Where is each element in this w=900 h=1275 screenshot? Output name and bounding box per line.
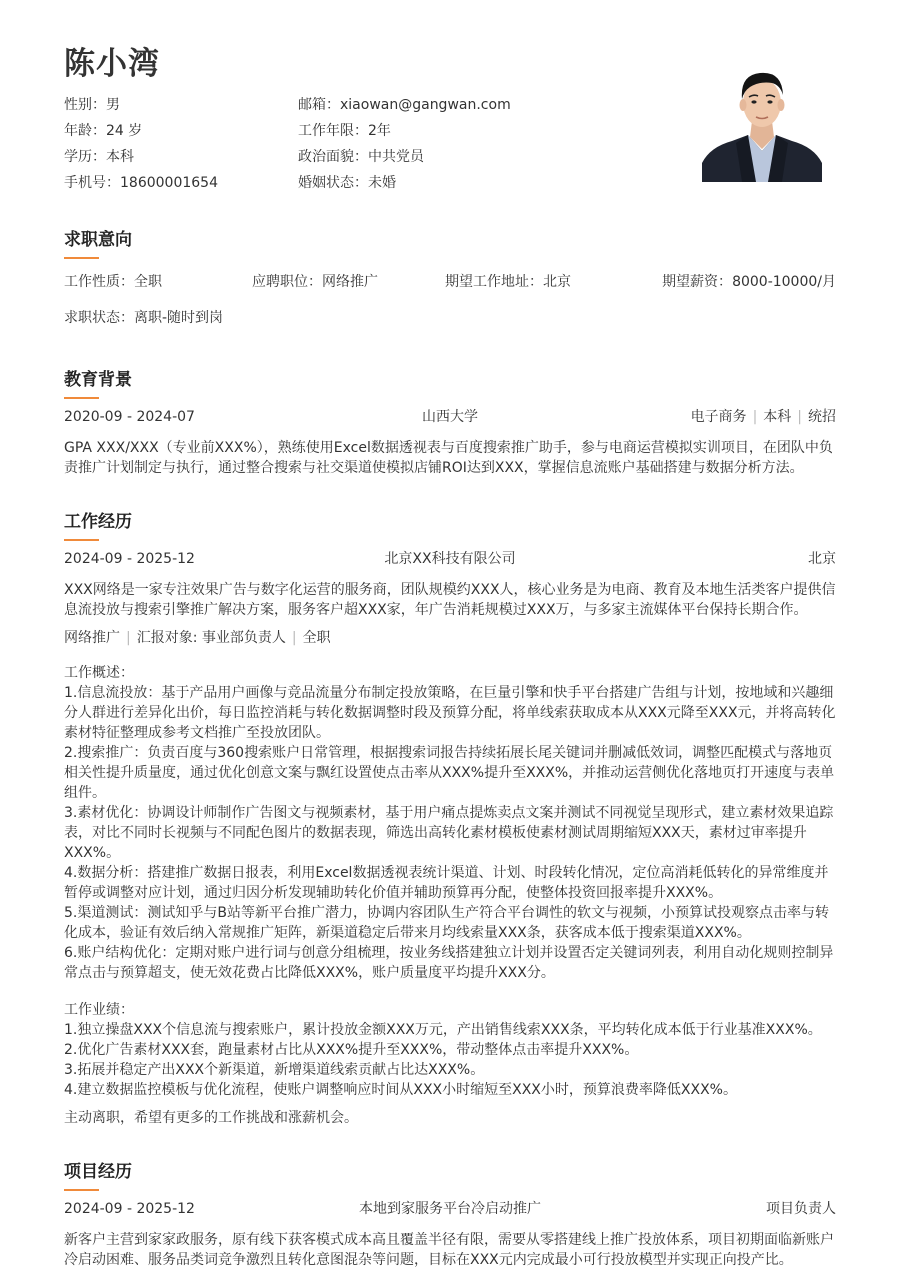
- company-intro-line: XXX网络是一家专注效果广告与数字化运营的服务商，团队规模约XXX人，核心业务是为电商、教育及本地生活类客户提供信: [64, 582, 836, 598]
- age-label: 年龄：: [64, 123, 106, 139]
- education-school: 山西大学: [422, 409, 478, 425]
- divider: |: [126, 630, 131, 646]
- section-accent-bar: [64, 1189, 99, 1191]
- achievement-line: 2.优化广告素材XXX套，跑量素材占比从XXX%提升至XXX%，带动整体点击率提升XXX%。: [64, 1042, 639, 1058]
- gender-row: [64, 95, 120, 115]
- work-type: 全职: [302, 630, 331, 646]
- education-level-label: 学历：: [64, 149, 106, 165]
- job-type-value: 全职: [134, 274, 162, 290]
- section-accent-bar: [64, 397, 99, 399]
- candidate-name: 陈小湾: [64, 46, 160, 82]
- phone-row: [64, 173, 218, 193]
- political-row: [298, 147, 424, 167]
- project-description-line: 新客户主营到家家政服务，原有线下获客模式成本高且覆盖半径有限，需要从零搭建线上推广投放体系，项目初期面临新账户: [64, 1232, 834, 1248]
- phone-label: 手机号：: [64, 175, 120, 191]
- project-description: [64, 1230, 836, 1270]
- education-level-value: 本科: [106, 149, 134, 165]
- work-achievements: [64, 1000, 836, 1100]
- achievement-line: 1.独立操盘XXX个信息流与搜索账户，累计投放金额XXX万元，产出销售线索XXX条，平均转化成本低于行业基准XXX%。: [64, 1022, 822, 1038]
- overview-line: 分人群进行差异化出价，每日监控消耗与转化数据调整时段及预算分配，将单线索获取成本从XXX元降至XXX元，并将高转化: [64, 705, 836, 721]
- project-date: 2024-09 - 2025-12: [64, 1201, 195, 1217]
- years-row: [298, 121, 391, 141]
- work-date: 2024-09 - 2025-12: [64, 551, 195, 567]
- overview-line: 5.渠道测试：测试知乎与B站等新平台推广潜力，协调内容团队生产符合平台调性的软文与视频，小预算试投观察点击率与转: [64, 905, 829, 921]
- work-overview: [64, 663, 836, 983]
- overview-line: 3.素材优化：协调设计师制作广告图文与视频素材，基于用户痛点提炼卖点文案并测试不同视觉呈现形式，建立素材效果追踪: [64, 805, 834, 821]
- divider: |: [797, 409, 802, 425]
- job-salary-label: 期望薪资：: [662, 274, 733, 290]
- email-row: [298, 95, 511, 115]
- overview-line: 6.账户结构优化：定期对账户进行词与创意分组梳理，按业务线搭建独立计划并设置否定关键词列表，利用自动化规则控制异: [64, 945, 834, 961]
- job-position: [252, 272, 378, 292]
- education-header-row: [64, 407, 836, 427]
- divider: |: [291, 630, 297, 646]
- work-overview-label: 工作概述：: [64, 665, 134, 681]
- project-role: 项目负责人: [766, 1201, 836, 1217]
- overview-line: 素材特征整理成参考文档推广至投放团队。: [64, 725, 330, 741]
- overview-line: 2.搜索推广：负责百度与360搜索账户日常管理，根据搜索词报告持续拓展长尾关键词并删减低效词，调整匹配模式与落地页: [64, 745, 833, 761]
- job-location: [445, 272, 571, 292]
- marital-row: [298, 173, 396, 193]
- project-name: 本地到家服务平台冷启动推广: [359, 1201, 541, 1217]
- years-value: 2年: [368, 123, 391, 139]
- job-location-label: 期望工作地址：: [445, 274, 543, 290]
- overview-line: 表，对比不同时长视频与不同配色图片的数据表现，筛选出高转化素材模板使素材测试周期缩短XXX天，素材过审率提升: [64, 825, 807, 841]
- email-label: 邮箱：: [298, 97, 340, 113]
- gender-value: 男: [106, 97, 120, 113]
- section-title-work: 工作经历: [64, 512, 132, 532]
- marital-value: 未婚: [368, 175, 396, 191]
- job-location-value: 北京: [543, 274, 571, 290]
- overview-line: 暂停或调整对应计划，通过归因分析发现辅助转化价值并辅助预算再分配，使整体投资回报率提升XXX%。: [64, 885, 723, 901]
- section-title-intent: 求职意向: [64, 230, 132, 250]
- person-portrait-icon: [702, 51, 822, 182]
- leave-reason: 主动离职，希望有更多的工作挑战和涨薪机会。: [64, 1110, 358, 1126]
- project-header-row: [64, 1199, 836, 1219]
- gender-label: 性别：: [64, 97, 106, 113]
- intent-row-2: [64, 308, 836, 328]
- phone-value: 18600001654: [120, 175, 218, 191]
- job-salary: [662, 272, 836, 292]
- work-header-row: [64, 549, 836, 569]
- education-major: 电子商务: [690, 409, 747, 425]
- years-label: 工作年限：: [298, 123, 368, 139]
- education-date: 2020-09 - 2024-07: [64, 409, 195, 425]
- achievement-line: 3.拓展并稳定产出XXX个新渠道，新增渠道线索贡献占比达XXX%。: [64, 1062, 485, 1078]
- job-status-value: 离职-随时到岗: [134, 310, 224, 326]
- work-achievements-label: 工作业绩：: [64, 1002, 134, 1018]
- job-position-label: 应聘职位：: [252, 274, 322, 290]
- political-value: 中共党员: [368, 149, 424, 165]
- section-title-project: 项目经历: [64, 1162, 132, 1182]
- overview-line: 化成本，验证有效后纳入常规推广矩阵，新渠道稳定后带来月均线索量XXX条，获客成本低于搜索渠道XXX%。: [64, 925, 751, 941]
- age-row: [64, 121, 142, 141]
- education-meta: [691, 407, 836, 427]
- section-accent-bar: [64, 257, 99, 259]
- section-title-education: 教育背景: [64, 370, 132, 390]
- education-mode: 统招: [808, 409, 836, 425]
- age-value: 24 岁: [106, 123, 143, 139]
- work-report: 汇报对象: 事业部负责人: [136, 630, 286, 646]
- company-intro: [64, 580, 836, 620]
- work-company: 北京XX科技有限公司: [384, 551, 516, 567]
- overview-line: 常点击与预算超支，使无效花费占比降低XXX%，账户质量度平均提升XXX分。: [64, 965, 555, 981]
- overview-line: 1.信息流投放：基于产品用户画像与竞品流量分布制定投放策略，在巨量引擎和快手平台搭建广告组与计划，按地域和兴趣细: [64, 685, 834, 701]
- education-description-line: GPA XXX/XXX（专业前XXX%），熟练使用Excel数据透视表与百度搜索推广助手，参与电商运营模拟实训项目，在团队中负: [64, 440, 833, 456]
- marital-label: 婚姻状态：: [298, 175, 368, 191]
- job-salary-value: 8000-10000/月: [732, 274, 836, 290]
- email-value[interactable]: xiaowan@gangwan.com: [340, 97, 511, 113]
- overview-line: 组件。: [64, 785, 106, 801]
- project-description-line: 冷启动困难、服务品类词竞争激烈且转化意图混杂等问题，目标在XXX元内完成最小可行投放模型并实现正向投产比。: [64, 1252, 793, 1268]
- education-degree: 本科: [763, 409, 792, 425]
- job-position-value: 网络推广: [322, 274, 378, 290]
- overview-line: XXX%。: [64, 845, 121, 861]
- achievement-line: 4.建立数据监控模板与优化流程，使账户调整响应时间从XXX小时缩短至XXX小时，预算浪费率降低XXX%。: [64, 1082, 737, 1098]
- political-label: 政治面貌：: [298, 149, 368, 165]
- overview-line: 相关性提升质量度，通过优化创意文案与飘红设置使点击率从XXX%提升至XXX%，并推动运营侧优化落地页打开速度与表单: [64, 765, 835, 781]
- education-level-row: [64, 147, 134, 167]
- work-role: 网络推广: [64, 630, 120, 646]
- job-type-label: 工作性质：: [64, 274, 134, 290]
- profile-photo: [702, 51, 822, 182]
- divider: |: [752, 409, 758, 425]
- job-type: [64, 272, 162, 292]
- work-tags: [64, 628, 836, 648]
- section-accent-bar: [64, 539, 99, 541]
- education-description: [64, 438, 836, 478]
- company-intro-line: 息流投放与搜索引擎推广解决方案，服务客户超XXX家，年广告消耗规模过XXX万，与多家主流媒体平台保持长期合作。: [64, 602, 808, 618]
- job-status-label: 求职状态：: [64, 310, 134, 326]
- work-city: 北京: [808, 551, 836, 567]
- overview-line: 4.数据分析：搭建推广数据日报表，利用Excel数据透视表统计渠道、计划、时段转化情况，定位高消耗低转化的异常维度并: [64, 865, 829, 881]
- education-description-line: 责推广计划制定与执行，通过整合搜索与社交渠道使模拟店铺ROI达到XXX，掌握信息流账户基础搭建与数据分析方法。: [64, 460, 804, 476]
